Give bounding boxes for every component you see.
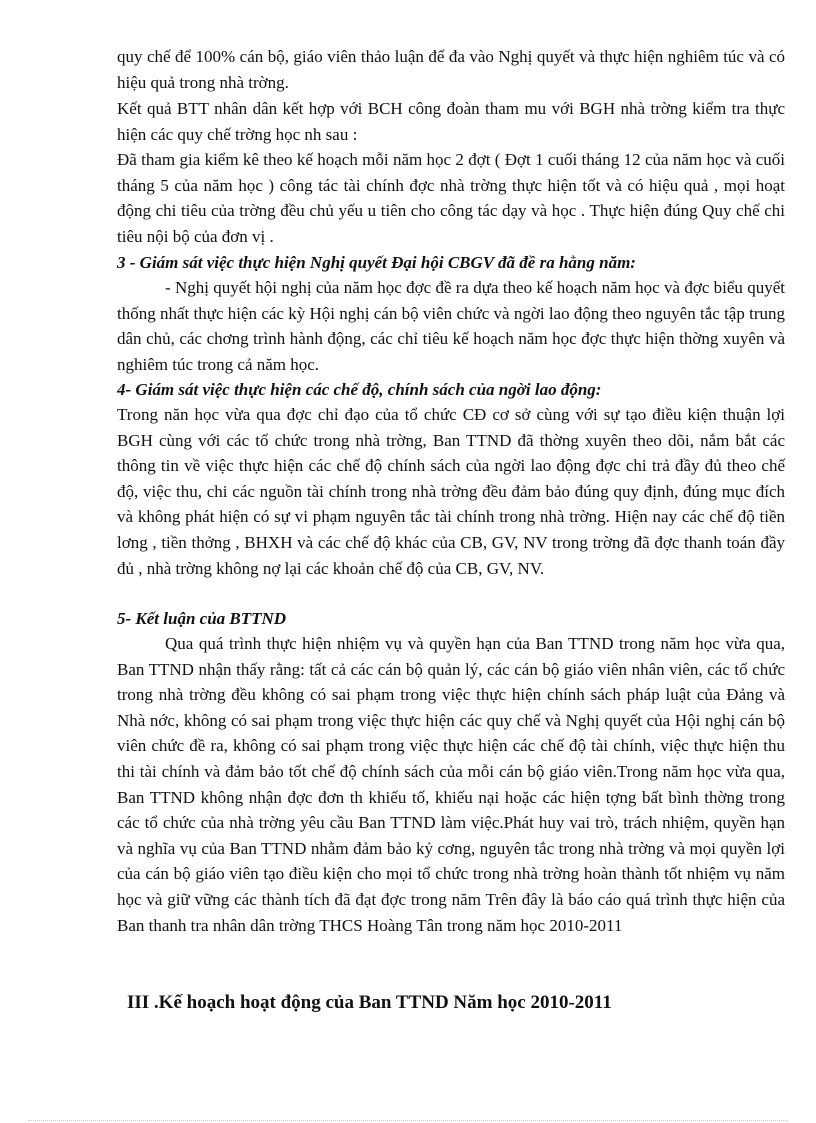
paragraph-regulations-discussion: quy chế để 100% cán bộ, giáo viên thảo luận để đa vào Nghị quyết và thực hiện nghiêm túc và có hiệu quả trong nhà trờng. xyxy=(117,47,785,92)
heading-section-4: 4- Giám sát việc thực hiện các chế độ, chính sách của ngời lao động: xyxy=(117,380,602,399)
paragraph-worker-policies: Trong năn học vừa qua đợc chỉ đạo của tổ chức CĐ cơ sở cùng với sự tạo điều kiện thuận lợi BGH cùng với các tổ chức trong nhà trờng, Ban TTND đã thờng xuyên theo dõi, nắm bắt các thông tin về việc thực hiện các chế độ chính sách của ngời lao động đợc chi trả đầy đủ theo chế độ, việc thu, chi các nguồn tài chính trong nhà trờng đều đảm bảo đúng quy định, đúng mục đích và không phát hiện có sự vi phạm nguyên tắc tài chính trong nhà trờng. Hiện nay các chế độ tiền lơng , tiền thởng , BHXH và các chế độ khác của CB, GV, NV trong trờng đã đợc thanh toán đầy đủ , nhà trờng không nợ lại các khoản chế độ của CB, GV, NV. xyxy=(117,405,785,578)
paragraph-conclusion: Qua quá trình thực hiện nhiệm vụ và quyền hạn của Ban TTND trong năm học vừa qua, Ban TTND nhận thấy rằng: tất cả các cán bộ quản lý, các cán bộ giáo viên nhân viên, các tổ chức trong nhà trờng đều không có sai phạm trong việc thực hiện chính sách pháp luật của Đảng và Nhà nớc, không có sai phạm trong việc thực hiện các quy chế và Nghị quyết của Hội nghị cán bộ viên chức đề ra, không có sai phạm trong việc thực hiện các chế độ tài chính, việc thực hiện thu thi tài chính và đảm bảo tốt chế độ chính sách của mỗi cán bộ giáo viên.Trong năm học vừa qua, Ban TTND không nhận đợc đơn th khiếu tố, khiếu nại hoặc các hiện tợng bất bình thờng trong các tổ chức của nhà trờng yêu cầu Ban TTND làm việc.Phát huy vai trò, trách nhiệm, quyền hạn và nghĩa vụ của Ban TTND nhằm đảm bảo kỷ cơng, nguyên tắc trong nhà trờng và mọi quyền lợi của cán bộ giáo viên tạo điều kiện cho mọi tổ chức trong nhà trờng hoàn thành tốt nhiệm vụ năm học và giữ vững các thành tích đã đạt đợc trong năm Trên đây là báo cáo quá trình thực hiện của Ban thanh tra nhân dân trờng THCS Hoàng Tân trong năm học 2010-2011 xyxy=(117,634,785,935)
page-bottom-rule xyxy=(28,1120,788,1121)
paragraph-inspection-results: Kết quả BTT nhân dân kết hợp với BCH công đoàn tham mu với BGH nhà trờng kiểm tra thực hiện các quy chế trờng học nh sau : xyxy=(117,99,785,144)
section-title-plan: III .Kế hoạch hoạt động của Ban TTND Năm học 2010-2011 xyxy=(127,992,612,1013)
paragraph-resolution-conference: - Nghị quyết hội nghị của năm học đợc đề ra dựa theo kế hoạch năm học và đợc biểu quyết thống nhất thực hiện các kỳ Hội nghị cán bộ viên chức và ngời lao động theo nguyên tắc tập trung dân chủ, các chơng trình hành động, các chỉ tiêu kế hoạch năm học đợc thực hiện thờng xuyên và nghiêm túc trong cả năm học. xyxy=(117,278,785,374)
heading-section-5: 5- Kết luận của BTTND xyxy=(117,609,287,628)
heading-section-3: 3 - Giám sát việc thực hiện Nghị quyết Đại hội CBGV đã đề ra hằng năm: xyxy=(117,253,636,272)
paragraph-inventory-finance: Đã tham gia kiểm kê theo kế hoạch mỗi năm học 2 đợt ( Đợt 1 cuối tháng 12 của năm học và cuối tháng 5 của năm học ) công tác tài chính đợc nhà trờng thực hiện tốt và có hiệu quả , mọi hoạt động chi tiêu của trờng đều chủ yếu u tiên cho công tác dạy và học . Thực hiện đúng Quy chế chi tiêu nội bộ của đơn vị . xyxy=(117,150,785,246)
